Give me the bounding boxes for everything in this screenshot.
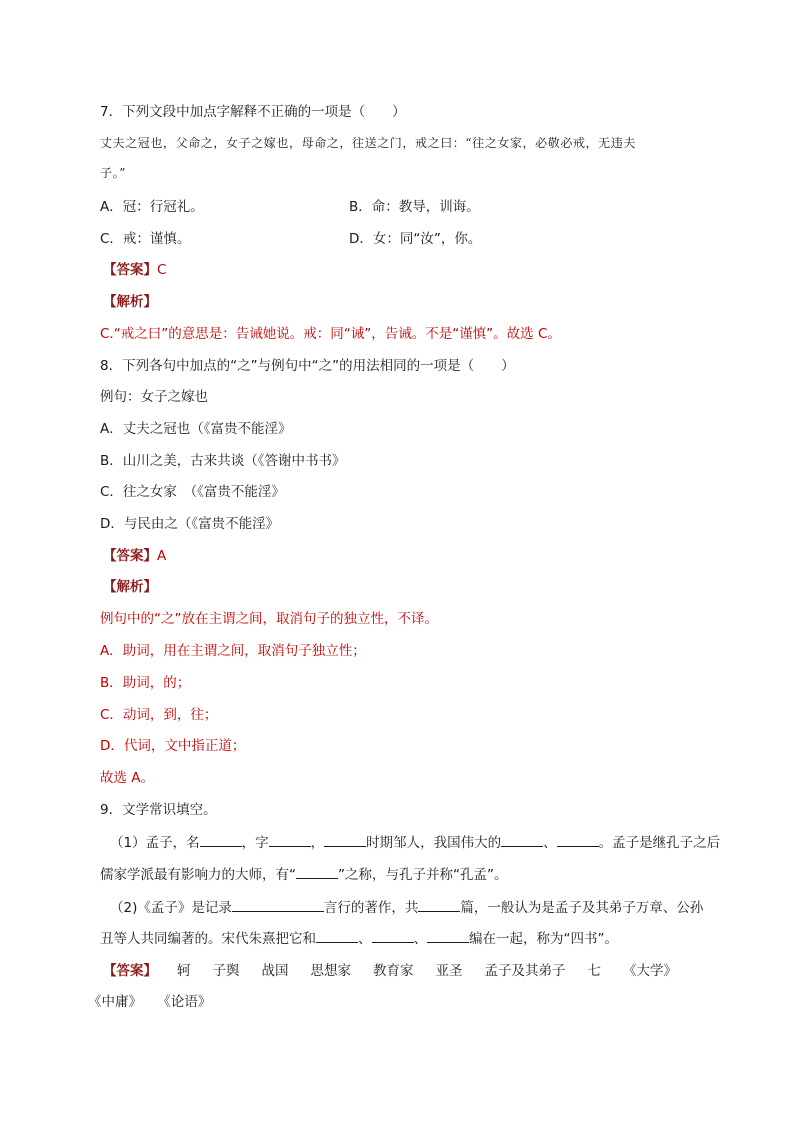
- answer-item: 思想家: [310, 963, 351, 979]
- fill-blank: [296, 864, 338, 879]
- answer-item: 子舆: [212, 963, 240, 979]
- q9-stem: 9．文学常识填空。: [100, 802, 217, 818]
- q7-option-a: A．冠：行冠礼。: [100, 199, 204, 215]
- answer-item: 战国: [261, 963, 289, 979]
- answer-item: 《论语》: [164, 994, 212, 1010]
- answer-label: 【答案】: [103, 548, 157, 564]
- text: 篇，一般认为是孟子及其弟子万章、公孙: [460, 900, 704, 916]
- q9-part1-line2: [100, 864, 714, 885]
- text: ”之称，与孔子并称“孔孟”。: [338, 867, 508, 883]
- q8-analysis-line: C．动词，到，往；: [100, 707, 218, 723]
- text: 编在一起，称为“四书”。: [469, 931, 618, 947]
- q9-part1-line1: [110, 832, 721, 853]
- q9-answer-line2: [88, 992, 714, 1012]
- q8-analysis-line: A．助词，用在主谓之间，取消句子独立性；: [100, 643, 366, 659]
- answer-item: 七: [587, 963, 601, 979]
- fill-blank: [427, 928, 469, 943]
- q8-option-c: C．往之女家 （《富贵不能淫》: [100, 484, 285, 500]
- q7-option-b: B．命：教导，训诲。: [349, 199, 480, 215]
- answer-value: C: [157, 262, 167, 278]
- fill-blank: [316, 928, 358, 943]
- text: 丑等人共同编著的。宋代朱熹把它和: [100, 931, 316, 947]
- fill-blank: [418, 897, 460, 912]
- text: 、: [358, 931, 372, 947]
- q7-option-d: D．女：同“汝”，你。: [349, 231, 482, 247]
- text: 时期邹人，我国伟大的: [366, 835, 502, 851]
- q9-part2-line1: [110, 897, 714, 918]
- q7-stem: 7．下列文段中加点字解释不正确的一项是（ ）: [100, 104, 406, 120]
- fill-blank: [232, 897, 324, 912]
- answer-label: 【答案】: [103, 262, 157, 278]
- answer-item: 亚圣: [435, 963, 463, 979]
- q7-passage-line1: 丈夫之冠也，父命之，女子之嫁也，母命之，往送之门，戒之曰：“往之女家，必敬必戒，无违夫: [100, 136, 636, 150]
- answer-item: 教育家: [373, 963, 414, 979]
- answer-item: 《大学》: [623, 963, 677, 979]
- fill-blank: [269, 832, 311, 847]
- text: 、: [543, 835, 557, 851]
- q7-option-c: C．戒：谨慎。: [100, 231, 191, 247]
- answer-item: 《中庸》: [88, 994, 142, 1010]
- text: 。孟子是继孔子之后: [598, 835, 721, 851]
- q9-answer-line1: [103, 961, 714, 981]
- q8-analysis-line: B．助词，的；: [100, 675, 191, 691]
- text: （2)《孟子》是记录: [110, 900, 232, 916]
- q8-option-d: D．与民由之（《富贵不能淫》: [100, 516, 280, 532]
- text: 儒家学派最有影响力的大师，有“: [100, 867, 296, 883]
- text: 言行的著作，共: [323, 900, 419, 916]
- q8-analysis-line: 故选 A。: [100, 770, 155, 786]
- fill-blank: [200, 832, 242, 847]
- q7-analysis-text: C.“戒之曰”的意思是：告诫她说。戒：同“诫”，告诫。不是“谨慎”。故选 C。: [100, 326, 561, 342]
- q8-analysis-line: D．代词，文中指正道；: [100, 738, 246, 754]
- fill-blank: [372, 928, 414, 943]
- q8-option-a: A．丈夫之冠也（《富贵不能淫》: [100, 421, 292, 437]
- answer-item: 孟子及其弟子: [484, 963, 566, 979]
- text: ，字: [241, 835, 269, 851]
- answer-item: 轲: [177, 963, 191, 979]
- fill-blank: [501, 832, 543, 847]
- q7-passage-line2: 子。”: [100, 166, 126, 180]
- fill-blank: [557, 832, 599, 847]
- q8-analysis-line: 例句中的“之”放在主谓之间，取消句子的独立性，不译。: [100, 611, 438, 627]
- fill-blank: [324, 832, 366, 847]
- q8-answer: [103, 546, 714, 566]
- answer-label: 【答案】: [103, 963, 157, 979]
- q8-option-b: B．山川之美，古来共谈（《答谢中书书》: [100, 453, 346, 469]
- q7-analysis-label: 【解析】: [103, 294, 157, 310]
- q9-part2-line2: [100, 928, 714, 949]
- q8-stem: 8．下列各句中加点的“之”与例句中“之”的用法相同的一项是（ ）: [100, 358, 515, 374]
- q8-example: 例句：女子之嫁也: [100, 389, 208, 405]
- q8-analysis-label: 【解析】: [103, 579, 157, 595]
- text: ，: [310, 835, 325, 851]
- text: （1）孟子，名: [110, 835, 200, 851]
- answer-value: A: [157, 548, 167, 564]
- q7-answer: [103, 260, 714, 280]
- text: 、: [413, 931, 427, 947]
